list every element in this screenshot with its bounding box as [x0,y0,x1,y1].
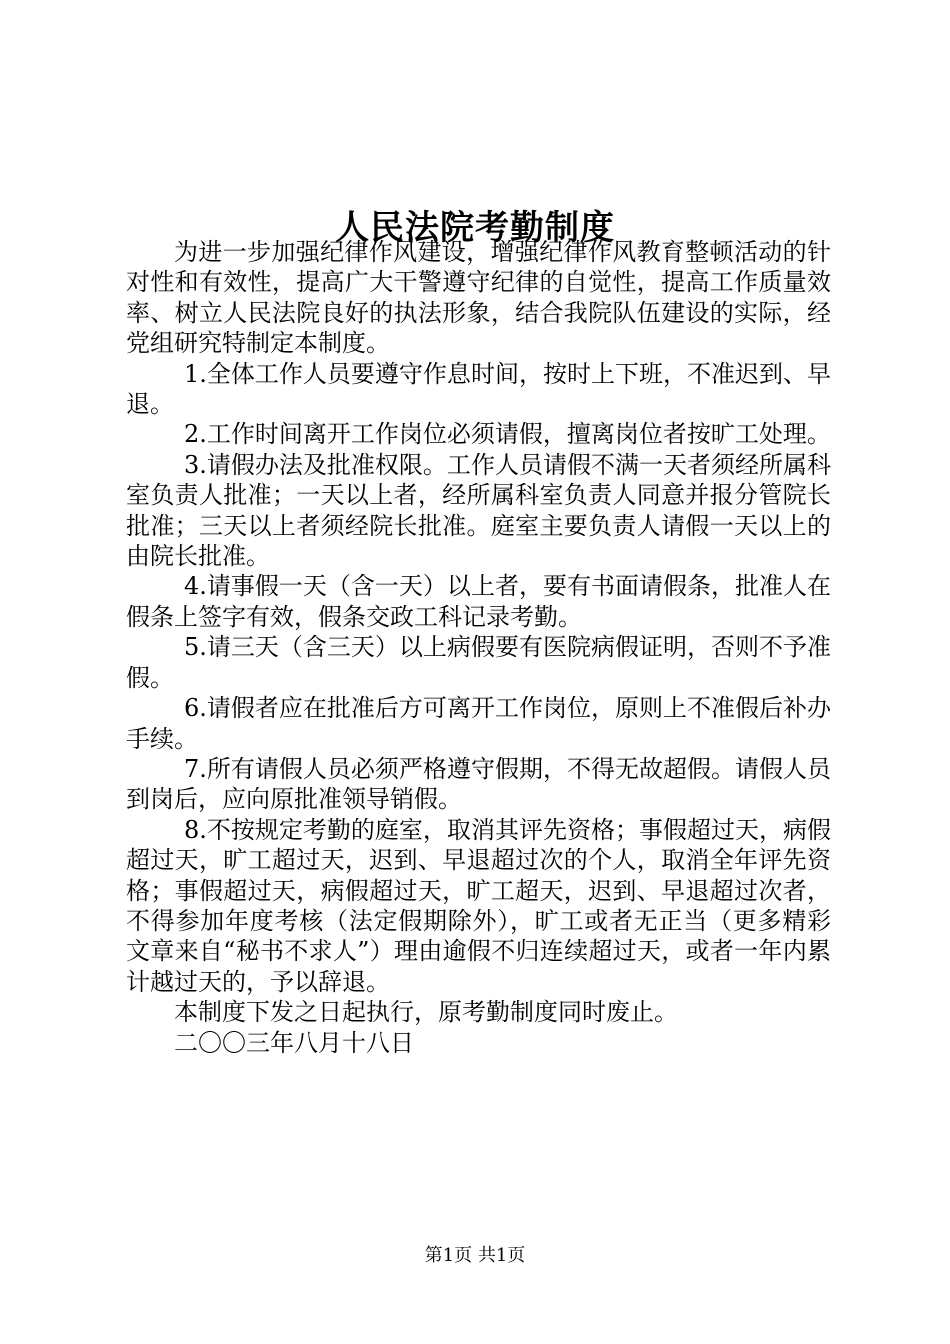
rule-item-8: 8.不按规定考勤的庭室，取消其评先资格；事假超过天，病假超过天，旷工超过天，迟到、早退超过次的个人，取消全年评先资格；事假超过天，病假超过天，旷工超天，迟到、早退超过次者，不得参加年度考核（法定假期除外），旷工或者无正当（更多精彩文章来自“秘书不求人”）理由逾假不归连续超过天，或者一年内累计越过天的，予以辞退。 [126,815,831,996]
rule-item-4: 4.请事假一天（含一天）以上者，要有书面请假条，批准人在假条上签字有效，假条交政工科记录考勤。 [126,572,831,631]
rule-item-2: 2.工作时间离开工作岗位必须请假，擅离岗位者按旷工处理。 [184,420,831,449]
document-title: 人民法院考勤制度 [335,207,615,248]
rule-item-5: 5.请三天（含三天）以上病假要有医院病假证明，否则不予准假。 [126,633,831,692]
rule-item-3: 3.请假办法及批准权限。工作人员请假不满一天者须经所属科室负责人批准；一天以上者，经所属科室负责人同意并报分管院长批准；三天以上者须经院长批准。庭室主要负责人请假一天以上的由院长批准。 [126,450,831,571]
closing-paragraph: 本制度下发之日起执行，原考勤制度同时废止。 [174,998,678,1027]
rule-item-7: 7.所有请假人员必须严格遵守假期，不得无故超假。请假人员到岗后，应向原批准领导销假。 [126,754,831,814]
rule-item-1: 1.全体工作人员要遵守作息时间，按时上下班，不准迟到、早退。 [126,359,831,419]
rule-item-6: 6.请假者应在批准后方可离开工作岗位，原则上不准假后补办手续。 [126,694,831,753]
intro-paragraph: 为进一步加强纪律作风建设，增强纪律作风教育整顿活动的针对性和有效性，提高广大干警遵守纪律的自觉性，提高工作质量效率、树立人民法院良好的执法形象，结合我院队伍建设的实际，经党组研究特制定本制度。 [126,238,831,358]
document-date: 二〇〇三年八月十八日 [174,1028,414,1057]
document-body [126,237,831,1058]
page-footer: 第1页 共1页 [424,1245,526,1266]
